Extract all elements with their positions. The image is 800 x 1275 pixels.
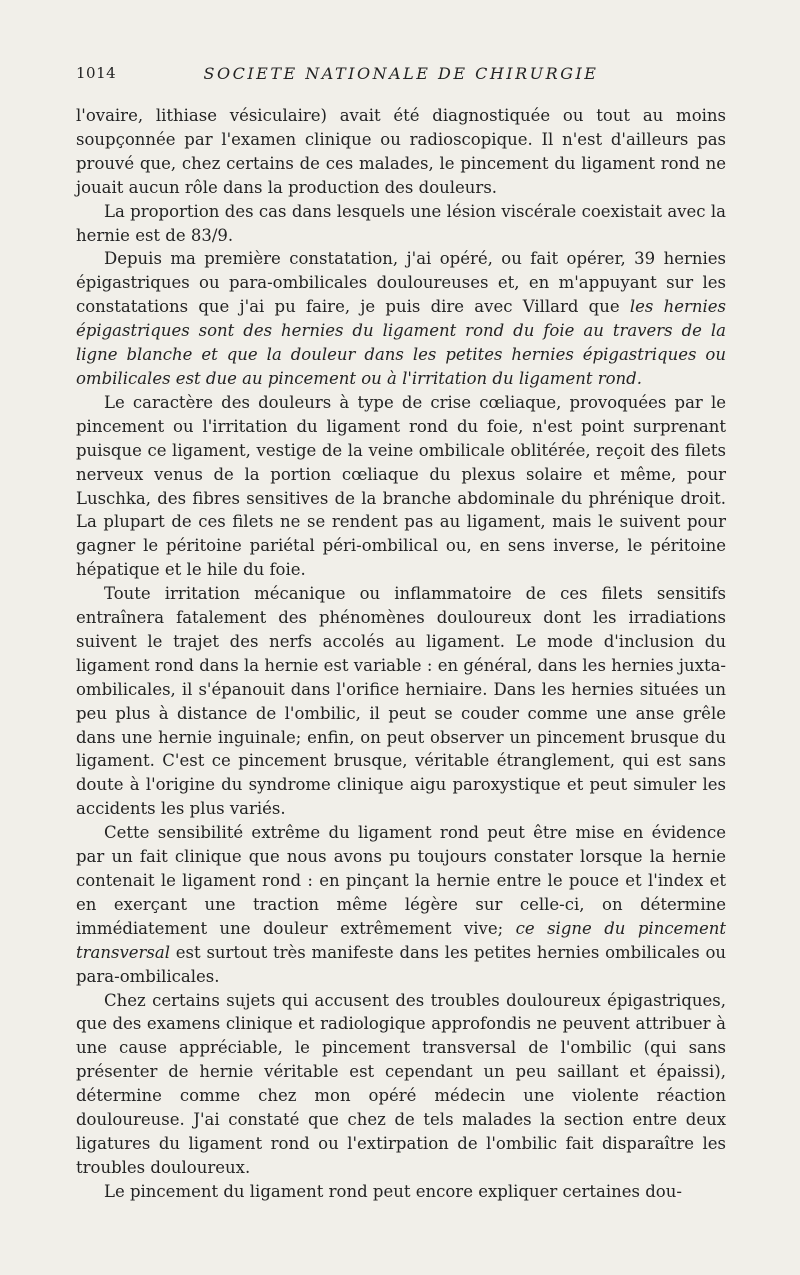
page-header (76, 64, 726, 88)
running-title: SOCIETE NATIONALE DE CHIRURGIE (203, 64, 599, 83)
paragraph: Chez certains sujets qui accusent des troubles douloureux épigastriques, que des examens clinique et radiologique approfondis ne peuvent attribuer à une cause appréciable, le pincement transversal de l'ombilic (qui sans présenter de hernie véritable est cependant un peu saillant et épaissi), détermine comme chez mon opéré médecin une violente réaction douloureuse. J'ai constaté que chez de tels malades la section entre deux ligatures du ligament rond ou l'extirpation de l'ombilic fait disparaître les troubles douloureux. (76, 990, 726, 1177)
paragraph: Cette sensibilité extrême du ligament rond peut être mise en évidence par un fait clinique que nous avons pu toujours constater lorsque la hernie contenait le ligament rond : en pinçant la hernie entre le pouce et l'index et en exerçant une traction même légère sur celle-ci, on détermine immédiatement une douleur extrêmement vive; ce signe du pincement transversal est surtout très manifeste dans les petites hernies ombilicales ou para-ombilicales. (76, 823, 726, 986)
paragraph: Le caractère des douleurs à type de crise cœliaque, provoquées par le pincement ou l'irritation du ligament rond du foie, n'est point surprenant puisque ce ligament, vestige de la veine ombilicale oblitérée, reçoit des filets nerveux venus de la portion cœliaque du plexus solaire et même, pour Luschka, des fibres sensitives de la branche abdominale du phrénique droit. La plupart de ces filets ne se rendent pas au ligament, mais le suivent pour gagner le péritoine pariétal péri-ombilical ou, en sens inverse, le péritoine hépatique et le hile du foie. (76, 392, 726, 580)
paragraph: Le pincement du ligament rond peut encore expliquer certaines dou- (104, 1181, 682, 1201)
emphasis: ce signe du pincement transversal (76, 918, 726, 962)
paragraph: La proportion des cas dans lesquels une lésion viscérale coexistait avec la hernie est de 83/9. (76, 201, 726, 245)
paragraph: Toute irritation mécanique ou inflammatoire de ces filets sensitifs entraînera fatalement des phénomènes douloureux dont les irradiations suivent le trajet des nerfs accolés au ligament. Le mode d'inclusion du ligament rond dans la hernie est variable : en général, dans les hernies juxta-ombilicales, il s'épanouit dans l'orifice herniaire. Dans les hernies situées un peu plus à distance de l'ombilic, il peut se couder comme une anse grêle dans une hernie inguinale; enfin, on peut observer un pincement brusque du ligament. C'est ce pincement brusque, véritable étranglement, qui est sans doute à l'origine du syndrome clinique aigu paroxystique et peut simuler les accidents les plus variés. (76, 584, 726, 819)
emphasis: les hernies épigastriques sont des hernies du ligament rond du foie au travers de la ligne blanche et que la douleur dans les petites hernies épigastriques ou ombilicales est due au pincement ou à l'irritation du ligament rond. (76, 297, 726, 388)
paragraph: l'ovaire, lithiase vésiculaire) avait été diagnostiquée ou tout au moins soupçonnée par l'examen clinique ou radioscopique. Il n'est d'ailleurs pas prouvé que, chez certains de ces malades, le pincement du ligament rond ne jouait aucun rôle dans la production des douleurs. (76, 106, 726, 197)
paragraph: Depuis ma première constatation, j'ai opéré, ou fait opérer, 39 hernies épigastriques ou para-ombilicales douloureuses et, en m'appuyant sur les constatations que j'ai pu faire, je puis dire avec Villard que les hernies épigastriques sont des hernies du ligament rond du foie au travers de la ligne blanche et que la douleur dans les petites hernies épigastriques ou ombilicales est due au pincement ou à l'irritation du ligament rond. (76, 249, 726, 388)
body-text (76, 104, 726, 1204)
page-number: 1014 (76, 64, 117, 82)
